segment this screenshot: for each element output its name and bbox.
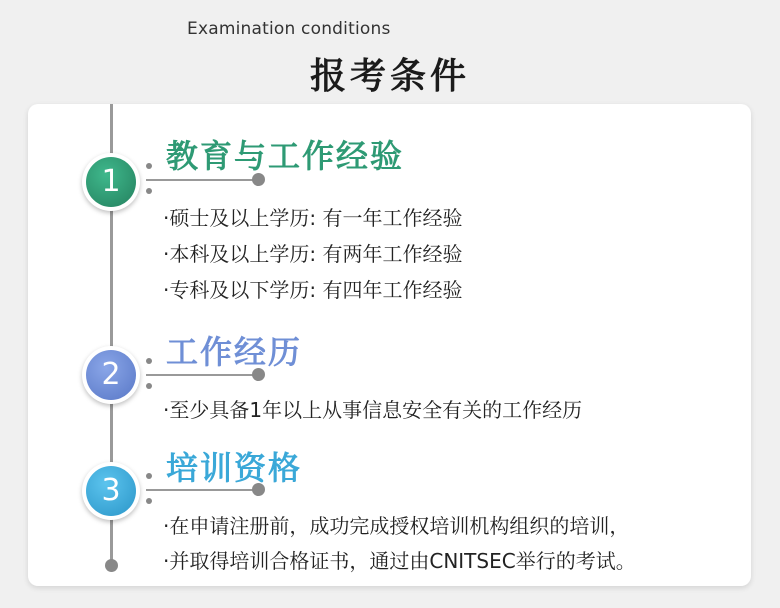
page-subtitle: Examination conditions [187, 19, 391, 39]
section-1-badge [82, 153, 140, 211]
section-2-badge [82, 346, 140, 404]
connector-dot [146, 473, 152, 479]
section-3-badge [82, 462, 140, 520]
page-title: 报考条件 [309, 56, 470, 97]
connector-dot [146, 383, 152, 389]
connector-line [146, 179, 256, 181]
connector-dot [146, 188, 152, 194]
section-1-item-3: ·专科及以下学历: 有四年工作经验 [163, 278, 463, 302]
section-3-number: 3 [86, 466, 136, 516]
connector-line [146, 489, 256, 491]
section-1-title: 教育与工作经验 [166, 137, 405, 175]
section-3-item-2: ·并取得培训合格证书，通过由CNITSEC举行的考试。 [163, 549, 636, 573]
section-2-item-1: ·至少具备1年以上从事信息安全有关的工作经历 [163, 398, 583, 422]
section-2-title: 工作经历 [166, 333, 303, 371]
connector-line [146, 374, 256, 376]
section-1-item-1: ·硕士及以上学历: 有一年工作经验 [163, 206, 463, 230]
connector-dot [146, 498, 152, 504]
section-1-number: 1 [86, 157, 136, 207]
section-3-item-1: ·在申请注册前，成功完成授权培训机构组织的培训， [163, 514, 630, 538]
section-2-number: 2 [86, 350, 136, 400]
connector-dot [146, 163, 152, 169]
section-1-item-2: ·本科及以上学历: 有两年工作经验 [163, 242, 463, 266]
section-3-title: 培训资格 [166, 449, 303, 487]
connector-dot [146, 358, 152, 364]
timeline-end-dot [105, 559, 118, 572]
